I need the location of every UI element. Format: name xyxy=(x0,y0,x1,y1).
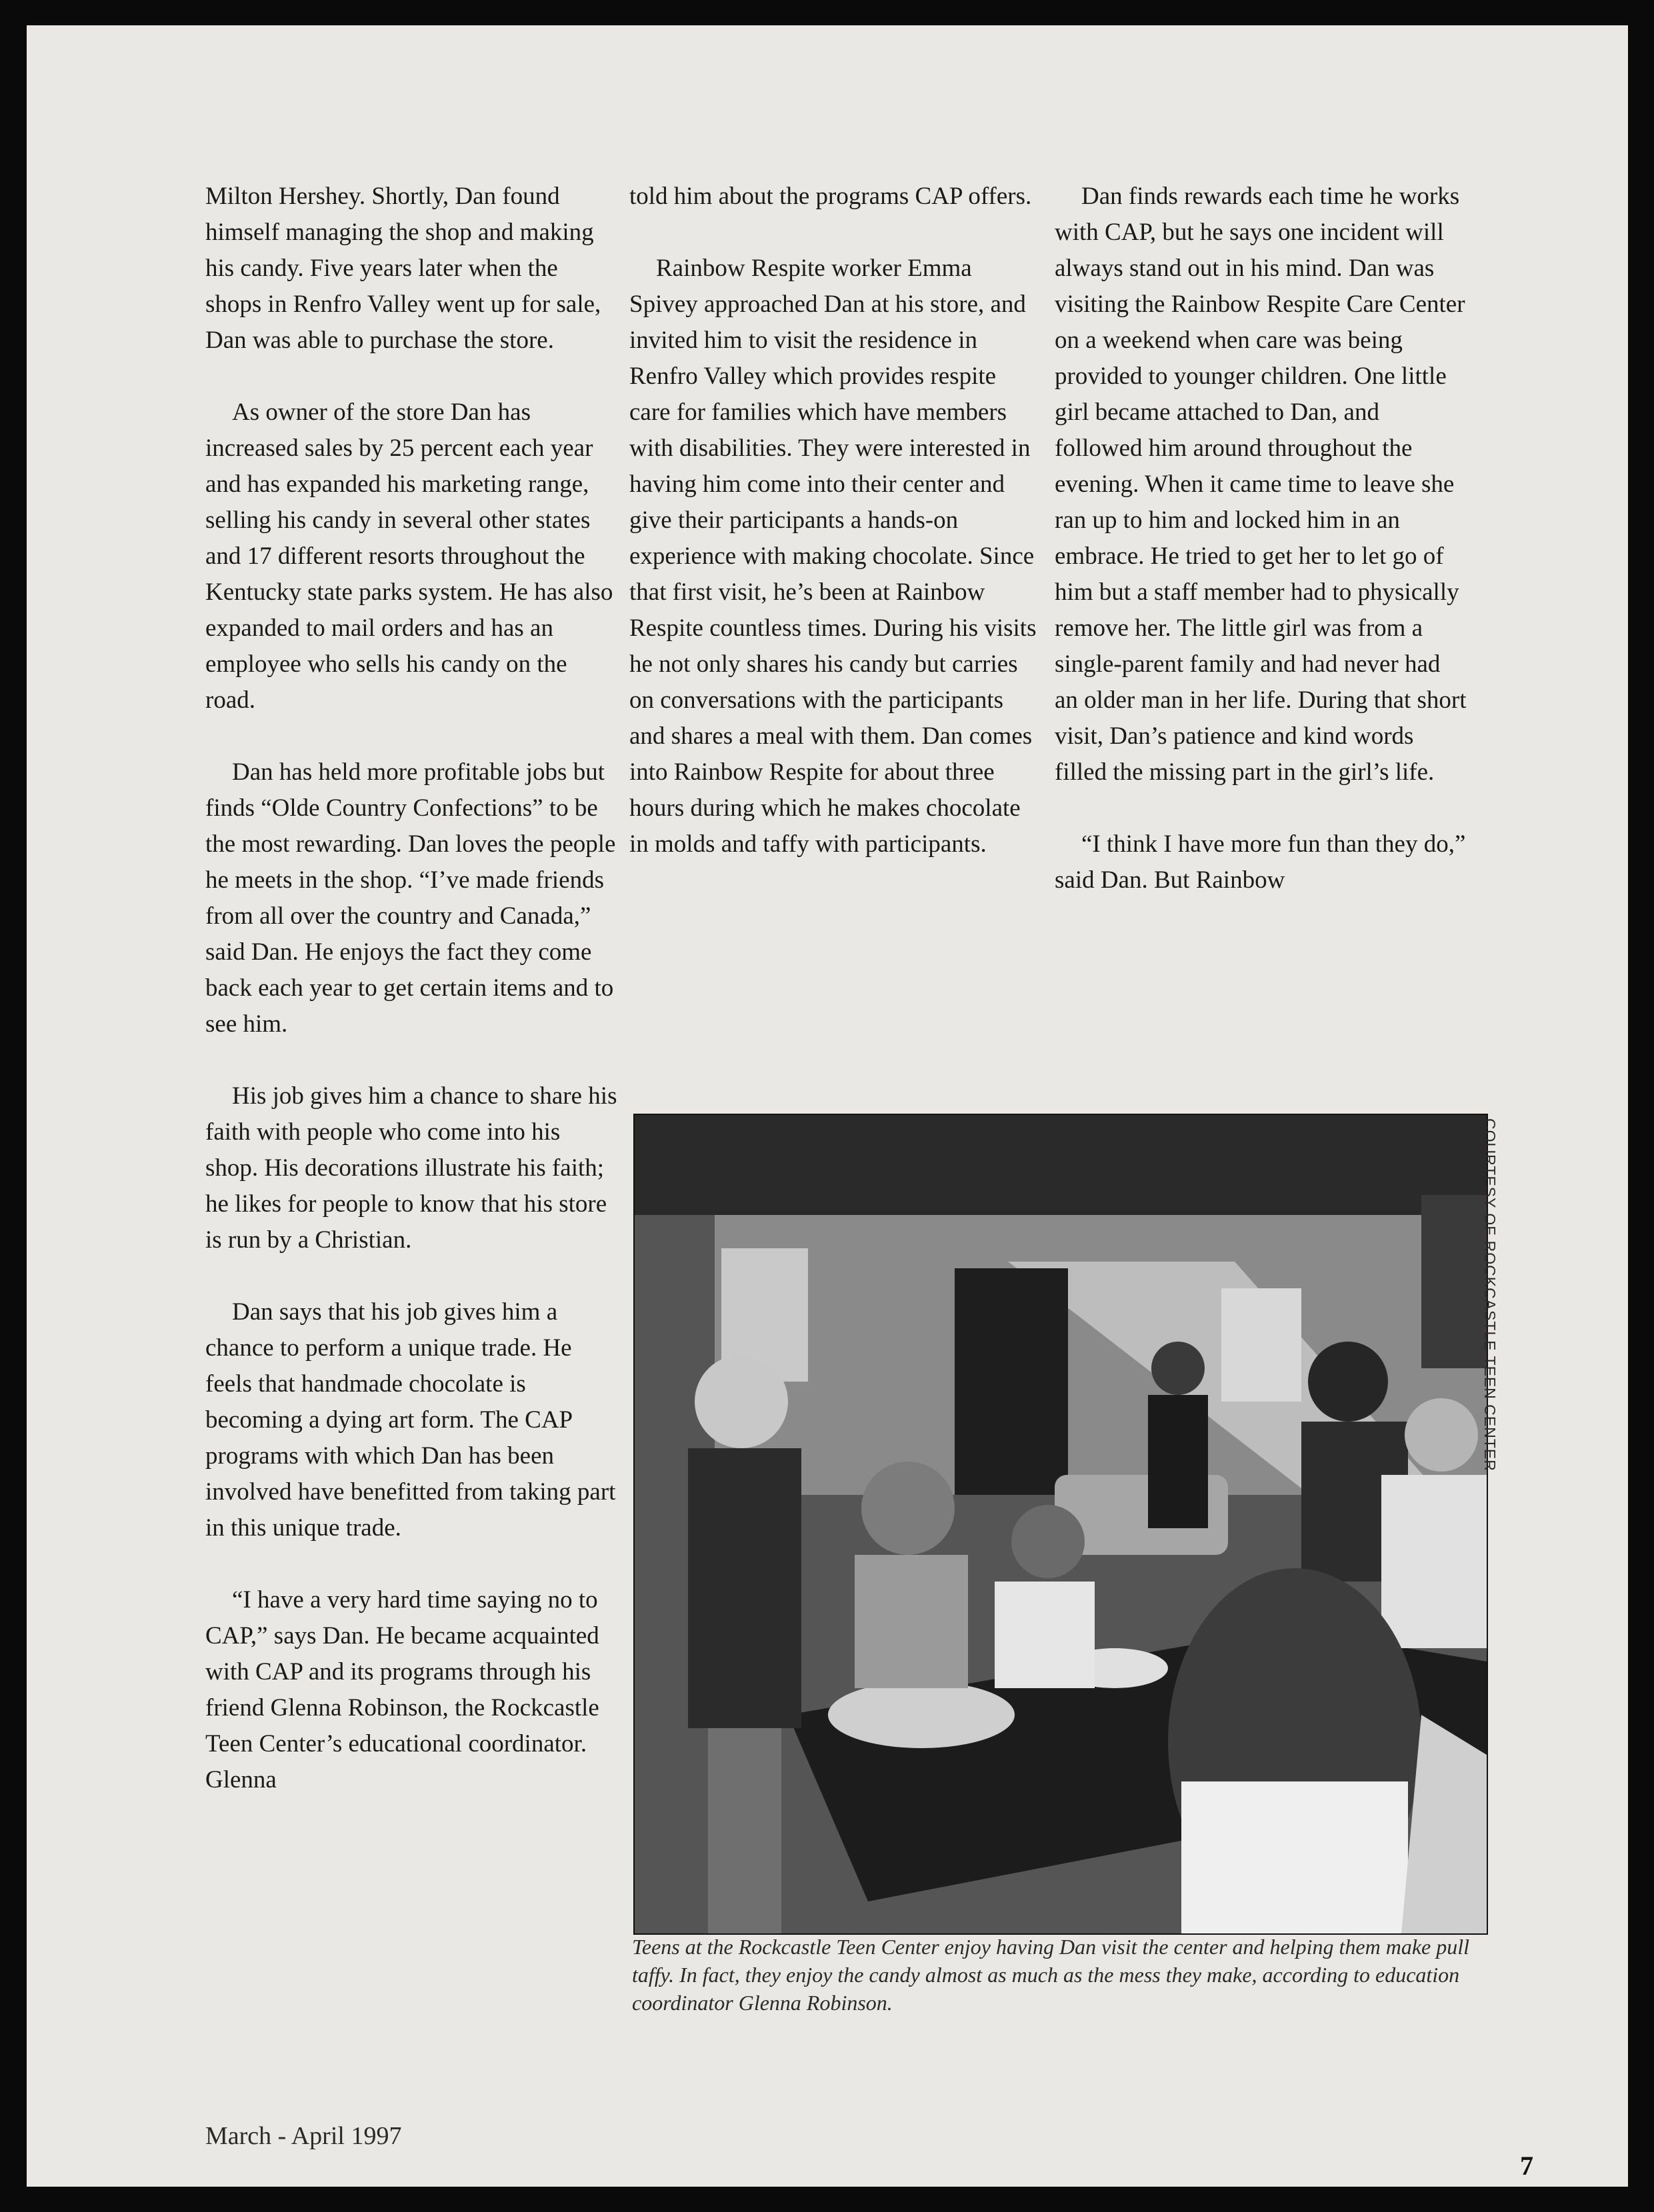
paragraph: Rainbow Respite worker Emma Spivey approached Dan at his store, and invited him to visit the residence in Renfro Valley which provides respite care for families which have members with disabilities. They were interested in having him come into their center and give their participants a hands-on experience with making chocolate. Since that first visit, he’s been at Rainbow Respite countless times. During his visits he not only shares his candy but carries on conversations with the participants and shares a meal with them. Dan comes into Rainbow Respite for about three hours during which he makes chocolate in molds and taffy with participants. xyxy=(629,255,1037,858)
paragraph: As owner of the store Dan has increased sales by 25 percent each year and has expanded his marketing range, selling his candy in several other states and 17 different resorts throughout the Kentucky state parks system. He has also expanded to mail orders and has an employee who sells his candy on the road. xyxy=(205,399,613,714)
paragraph: His job gives him a chance to share his faith with people who come into his shop. His decorations illustrate his faith; he likes for people to know that his store is run by a Christian. xyxy=(205,1082,617,1254)
paragraph: Milton Hershey. Shortly, Dan found himself managing the shop and making his candy. Five years later when the shops in Renfro Valley went up for sale, Dan was able to purchase the store. xyxy=(205,183,601,354)
issue-date: March - April 1997 xyxy=(205,2122,402,2150)
photo-caption: Teens at the Rockcastle Teen Center enjoy having Dan visit the center and helping them make pull taffy. In fact, they enjoy the candy almost as much as the mess they make, according to education coordinator Glenna Robinson. xyxy=(632,1935,1470,2015)
paragraph: Dan finds rewards each time he works with CAP, but he says one incident will always stand out in his mind. Dan was visiting the Rainbow Respite Care Center on a weekend when care was being provided to younger children. One little girl became attached to Dan, and followed him around throughout the evening. When it came time to leave she ran up to him and locked him in an embrace. He tried to get her to let go of him but a staff member had to physically remove her. The little girl was from a single-parent family and had never had an older man in her life. During that short visit, Dan’s patience and kind words filled the missing part in the girl’s life. xyxy=(1055,183,1467,786)
article-column-2 xyxy=(629,179,1043,898)
article-column-3 xyxy=(1055,179,1468,934)
paragraph: Dan says that his job gives him a chance to perform a unique trade. He feels that handmade chocolate is becoming a dying art form. The CAP programs with which Dan has been involved have benefitted from taking part in this unique trade. xyxy=(205,1298,616,1542)
paragraph: “I think I have more fun than they do,” said Dan. But Rainbow xyxy=(1055,830,1466,894)
paragraph: told him about the programs CAP offers. xyxy=(629,183,1032,210)
paragraph: Dan has held more profitable jobs but finds “Olde Country Confections” to be the most rewarding. Dan loves the people he meets in the shop. “I’ve made friends from all over the country and Canada,” said Dan. He enjoys the fact they come back each year to get certain items and to see him. xyxy=(205,758,616,1038)
page-number: 7 xyxy=(1520,2151,1533,2181)
article-column-1 xyxy=(205,179,619,1834)
paragraph: “I have a very hard time saying no to CAP,” says Dan. He became acquainted with CAP and its programs through his friend Glenna Robinson, the Rockcastle Teen Center’s educational coordinator. Glenna xyxy=(205,1586,599,1793)
article-photo xyxy=(633,1114,1488,1935)
photo-illustration xyxy=(635,1115,1487,1933)
magazine-page xyxy=(27,25,1628,2187)
photo-credit: COURTESY OF ROCKCASTLE TEEN CENTER xyxy=(1481,1118,1499,1472)
